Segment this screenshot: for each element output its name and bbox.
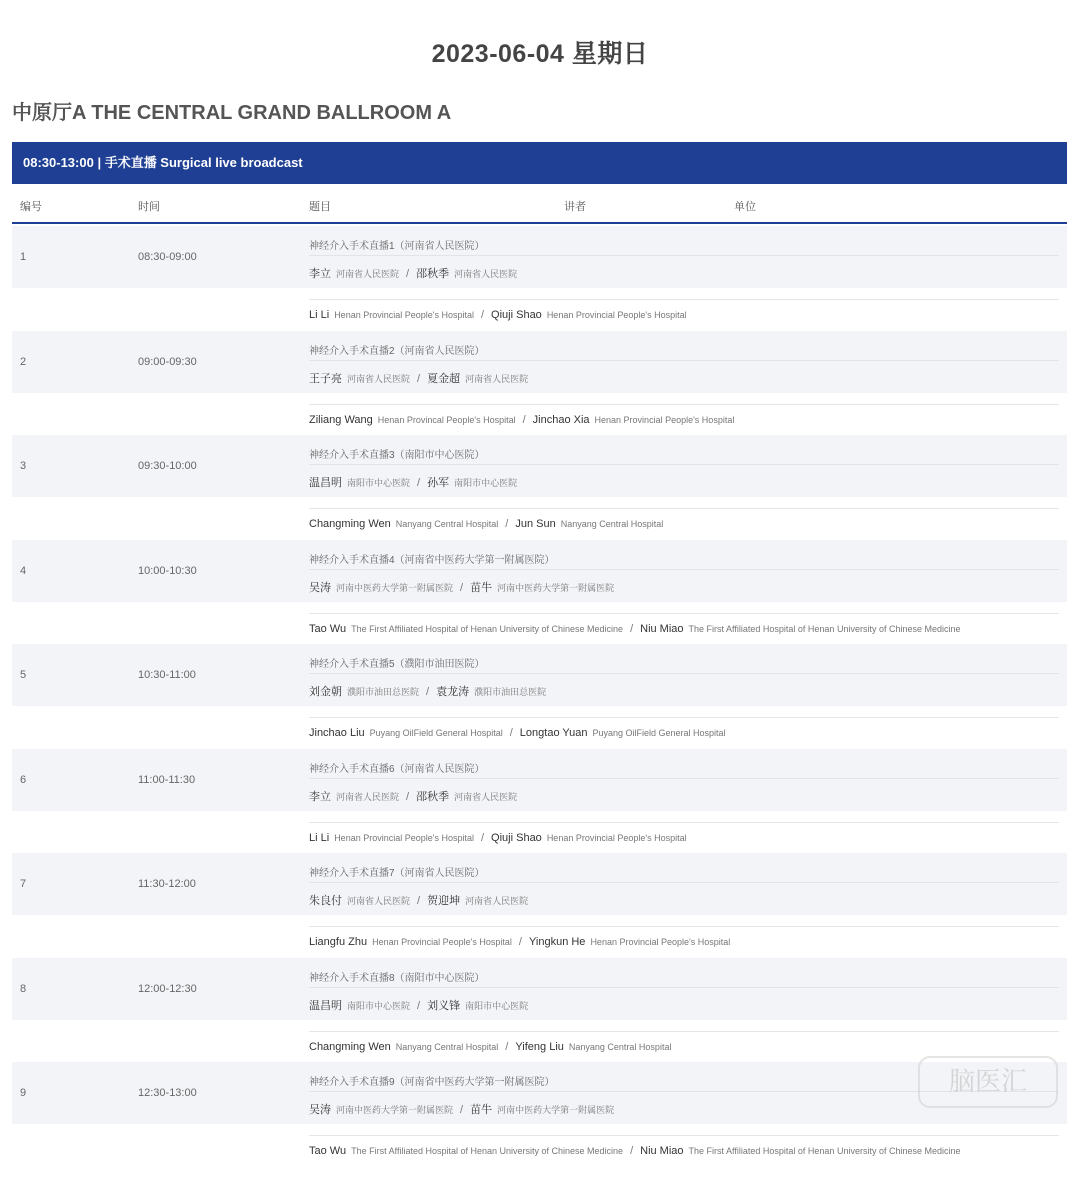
speaker-name: 朱良付 <box>309 895 342 907</box>
speaker-separator: / <box>509 727 513 739</box>
row-divider <box>309 882 1059 883</box>
page-date-title: 2023-06-04 星期日 <box>431 40 649 68</box>
speaker-name: Jinchao Xia <box>532 413 590 426</box>
speakers-english <box>309 1145 961 1157</box>
row-time: 11:00-11:30 <box>138 773 196 786</box>
speakers-chinese <box>309 265 517 281</box>
row-number: 4 <box>20 564 27 577</box>
row-time: 12:30-13:00 <box>138 1087 197 1099</box>
speaker-separator: / <box>630 1145 634 1157</box>
speaker-hospital: 河南省人民医院 <box>465 373 529 384</box>
speaker-hospital: Henan Provincial People's Hospital <box>334 832 474 843</box>
speaker-name: Changming Wen <box>309 1040 391 1053</box>
speakers-chinese <box>309 788 517 804</box>
speaker-name: 刘义锋 <box>427 999 461 1012</box>
speaker-hospital: Nanyang Central Hospital <box>395 1041 499 1052</box>
speakers-english <box>309 832 687 844</box>
row-divider <box>309 299 1059 300</box>
speaker-name: 王子亮 <box>309 372 342 385</box>
row-divider <box>309 822 1059 823</box>
row-time: 09:30-10:00 <box>138 460 197 472</box>
table-column-header <box>12 184 1067 224</box>
speaker-hospital: 河南省人民医院 <box>454 269 518 279</box>
speaker-name: Niu Miao <box>640 622 684 635</box>
row-time: 10:30-11:00 <box>138 669 196 681</box>
speaker-separator: / <box>406 790 410 803</box>
speakers-chinese <box>309 997 528 1013</box>
speaker-name: Yingkun He <box>528 936 586 948</box>
speaker-hospital: 南阳市中心医院 <box>347 478 411 488</box>
speakers-english <box>309 623 961 635</box>
speaker-name: Qiuji Shao <box>491 309 542 321</box>
speaker-separator: / <box>417 999 421 1012</box>
speaker-name: Jinchao Liu <box>309 727 365 739</box>
speakers-english <box>309 518 663 530</box>
table-row <box>12 331 1067 435</box>
speaker-name: Li Li <box>309 831 330 844</box>
speaker-hospital: Henan Provincial People's Hospital <box>334 310 474 320</box>
speaker-name: Qiuji Shao <box>491 831 542 844</box>
table-row <box>12 435 1067 539</box>
speaker-name: Tao Wu <box>309 1145 347 1157</box>
speaker-hospital: Henan Provincial People's Hospital <box>546 832 687 843</box>
speaker-name: 刘金朝 <box>309 686 342 698</box>
row-divider <box>309 464 1059 465</box>
speaker-hospital: Puyang OilField General Hospital <box>592 728 726 738</box>
speaker-name: 李立 <box>309 268 331 280</box>
row-number: 9 <box>20 1087 27 1099</box>
speaker-separator: / <box>505 1040 509 1053</box>
speaker-name: 贺迎坤 <box>427 895 461 907</box>
column-header-speaker: 讲者 <box>564 201 586 213</box>
speaker-name: 李立 <box>309 790 331 803</box>
speaker-hospital: The First Affiliated Hospital of Henan University of Chinese Medicine <box>688 1146 961 1156</box>
speaker-separator: / <box>406 268 410 280</box>
speaker-hospital: Puyang OilField General Hospital <box>369 728 503 738</box>
speaker-separator: / <box>480 831 485 844</box>
speaker-name: 孙军 <box>427 477 450 489</box>
speakers-english <box>309 727 726 739</box>
row-divider <box>309 360 1059 361</box>
row-topic: 神经介入手术直播9（河南省中医药大学第一附属医院） <box>309 1077 555 1088</box>
column-header-topic: 题目 <box>309 201 331 213</box>
speaker-name: 苗牛 <box>470 581 493 594</box>
speaker-hospital: Nanyang Central Hospital <box>395 519 499 529</box>
row-number: 3 <box>20 460 27 472</box>
speaker-hospital: Nanyang Central Hospital <box>568 1041 672 1052</box>
speaker-name: Li Li <box>309 309 330 321</box>
speaker-hospital: Henan Provincial People's Hospital <box>546 310 687 320</box>
speaker-name: Yifeng Liu <box>515 1040 564 1053</box>
hall-title: 中原厅A THE CENTRAL GRAND BALLROOM A <box>12 102 452 124</box>
speaker-name: 邵秋季 <box>416 268 450 280</box>
row-number: 7 <box>20 878 27 890</box>
speaker-hospital: Henan Provincial People's Hospital <box>594 414 735 425</box>
speaker-name: Liangfu Zhu <box>309 936 368 948</box>
speaker-hospital: 河南中医药大学第一附属医院 <box>336 582 454 593</box>
speaker-hospital: 河南省人民医院 <box>336 791 400 802</box>
speakers-chinese <box>309 1101 614 1117</box>
speaker-hospital: 河南省人民医院 <box>465 896 529 906</box>
speaker-name: Ziliang Wang <box>309 413 373 426</box>
row-time: 09:00-09:30 <box>138 355 197 368</box>
speaker-hospital: The First Affiliated Hospital of Henan University of Chinese Medicine <box>688 623 961 634</box>
row-number: 1 <box>20 251 27 263</box>
speaker-hospital: 南阳市中心医院 <box>465 1000 529 1011</box>
speaker-name: Changming Wen <box>309 518 391 530</box>
speaker-name: 温昌明 <box>309 477 342 489</box>
speaker-separator: / <box>417 372 421 385</box>
row-time: 11:30-12:00 <box>138 878 196 890</box>
speaker-hospital: 河南中医药大学第一附属医院 <box>497 1105 615 1115</box>
speaker-hospital: Nanyang Central Hospital <box>560 519 664 529</box>
speaker-separator: / <box>505 518 509 530</box>
speaker-name: 邵秋季 <box>416 790 450 803</box>
row-divider <box>309 613 1059 614</box>
column-header-no: 编号 <box>20 201 42 213</box>
speakers-chinese <box>309 474 517 490</box>
row-topic: 神经介入手术直播8（南阳市中心医院） <box>309 972 485 984</box>
speaker-hospital: The First Affiliated Hospital of Henan University of Chinese Medicine <box>351 1146 624 1156</box>
speaker-hospital: 河南省人民医院 <box>454 791 518 802</box>
speaker-hospital: 河南省人民医院 <box>347 373 411 384</box>
row-divider <box>309 778 1059 779</box>
row-divider <box>309 404 1059 405</box>
speaker-separator: / <box>480 309 485 321</box>
speaker-hospital: Henan Provincial People's Hospital <box>590 937 731 947</box>
row-divider <box>309 1031 1059 1032</box>
speaker-hospital: Henan Provincial People's Hospital <box>372 937 512 947</box>
table-row <box>12 644 1067 748</box>
watermark-logo: 脑医汇 <box>918 1056 1058 1108</box>
speakers-chinese <box>309 683 546 699</box>
row-topic: 神经介入手术直播2（河南省人民医院） <box>309 345 485 357</box>
table-row <box>12 958 1067 1062</box>
speaker-name: 吴涛 <box>309 1104 331 1116</box>
speaker-hospital: 河南中医药大学第一附属医院 <box>497 582 615 593</box>
row-divider <box>309 255 1059 256</box>
row-number: 8 <box>20 982 27 995</box>
speaker-hospital: 河南中医药大学第一附属医院 <box>336 1105 454 1115</box>
row-topic: 神经介入手术直播3（南阳市中心医院） <box>309 450 485 461</box>
speaker-name: Tao Wu <box>309 622 347 635</box>
speaker-hospital: The First Affiliated Hospital of Henan University of Chinese Medicine <box>351 623 624 634</box>
speaker-hospital: 河南省人民医院 <box>347 896 411 906</box>
speakers-english <box>309 1041 671 1053</box>
speaker-name: 温昌明 <box>309 999 342 1012</box>
speaker-hospital: Henan Provincal People's Hospital <box>377 414 516 425</box>
row-divider <box>309 987 1059 988</box>
row-topic: 神经介入手术直播1（河南省人民医院） <box>309 241 485 252</box>
speaker-hospital: 南阳市中心医院 <box>347 1000 411 1011</box>
column-header-unit: 单位 <box>734 201 756 213</box>
speaker-separator: / <box>460 581 464 594</box>
speaker-separator: / <box>417 477 421 489</box>
row-divider <box>309 569 1059 570</box>
speaker-name: 吴涛 <box>309 581 331 594</box>
row-topic: 神经介入手术直播6（河南省人民医院） <box>309 763 485 775</box>
speaker-separator: / <box>518 936 522 948</box>
row-divider <box>309 1135 1059 1136</box>
speakers-chinese <box>309 370 528 386</box>
speaker-separator: / <box>522 413 526 426</box>
row-number: 5 <box>20 669 27 681</box>
speaker-hospital: 南阳市中心医院 <box>454 478 518 488</box>
speakers-english <box>309 309 687 321</box>
speaker-name: Niu Miao <box>640 1145 684 1157</box>
speaker-separator: / <box>426 686 430 698</box>
table-row <box>12 1062 1067 1166</box>
speaker-separator: / <box>630 622 634 635</box>
row-number: 6 <box>20 773 27 786</box>
row-time: 12:00-12:30 <box>138 982 197 995</box>
column-header-time: 时间 <box>138 201 160 213</box>
speakers-english <box>309 936 730 948</box>
speaker-name: 夏金超 <box>427 372 461 385</box>
speaker-hospital: 河南省人民医院 <box>336 269 400 279</box>
row-divider <box>309 926 1059 927</box>
row-topic: 神经介入手术直播5（濮阳市油田医院） <box>309 659 485 670</box>
table-row <box>12 749 1067 853</box>
session-header-bar: 08:30-13:00 | 手术直播 Surgical live broadcast <box>12 142 1067 184</box>
row-divider <box>309 717 1059 718</box>
speaker-hospital: 濮阳市油田总医院 <box>347 687 420 697</box>
row-divider <box>309 508 1059 509</box>
row-topic: 神经介入手术直播7（河南省人民医院） <box>309 868 485 879</box>
speaker-name: 袁龙涛 <box>436 686 470 698</box>
speakers-chinese <box>309 892 528 908</box>
row-time: 10:00-10:30 <box>138 564 197 577</box>
speaker-name: Longtao Yuan <box>519 727 588 739</box>
row-number: 2 <box>20 355 27 368</box>
speaker-hospital: 濮阳市油田总医院 <box>474 687 547 697</box>
row-divider <box>309 673 1059 674</box>
speaker-name: 苗牛 <box>470 1104 493 1116</box>
speakers-chinese <box>309 579 614 595</box>
table-row <box>12 853 1067 957</box>
speaker-separator: / <box>460 1104 464 1116</box>
speaker-name: Jun Sun <box>515 518 556 530</box>
row-topic: 神经介入手术直播4（河南省中医药大学第一附属医院） <box>309 554 555 566</box>
row-time: 08:30-09:00 <box>138 251 197 263</box>
table-row <box>12 540 1067 644</box>
speaker-separator: / <box>417 895 421 907</box>
table-row <box>12 226 1067 330</box>
speakers-english <box>309 414 734 426</box>
